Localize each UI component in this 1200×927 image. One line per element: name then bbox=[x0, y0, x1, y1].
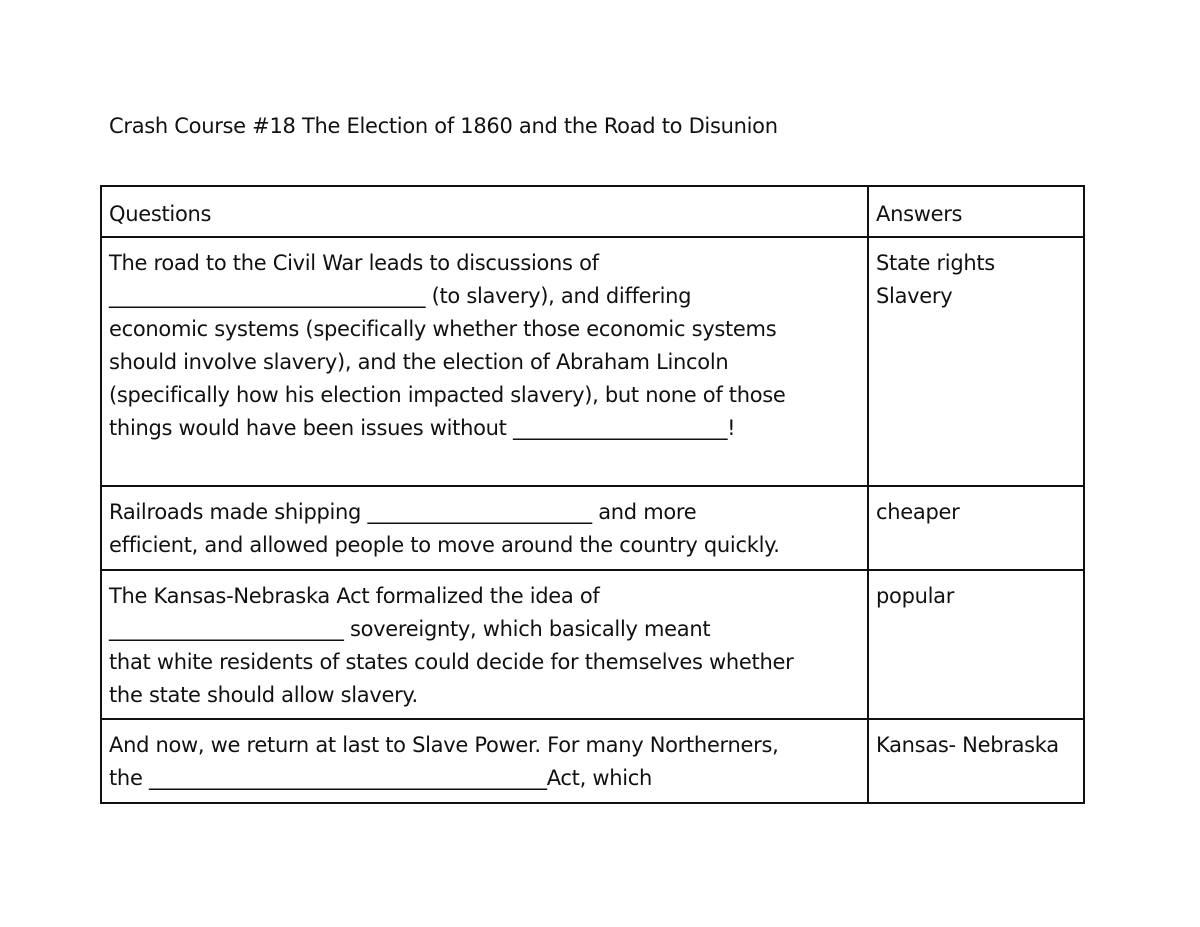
answers-header: Answers bbox=[868, 186, 1084, 237]
question-line: economic systems (specifically whether those economic systems bbox=[109, 317, 777, 341]
page-title: Crash Course #18 The Election of 1860 and the Road to Disunion bbox=[109, 114, 778, 138]
question-line: The road to the Civil War leads to discussions of bbox=[109, 251, 599, 275]
table-row bbox=[101, 719, 1084, 803]
answer-line: cheaper bbox=[876, 500, 960, 524]
answer-cell bbox=[868, 570, 1084, 719]
question-line: things would have been issues without _____________________! bbox=[109, 416, 736, 440]
question-cell bbox=[101, 719, 868, 803]
question-line: efficient, and allowed people to move around the country quickly. bbox=[109, 533, 780, 557]
table-row bbox=[101, 486, 1084, 570]
questions-answers-table bbox=[100, 185, 1085, 804]
question-line: that white residents of states could decide for themselves whether bbox=[109, 650, 794, 674]
answer-cell bbox=[868, 237, 1084, 486]
answer-line: Kansas- Nebraska bbox=[876, 733, 1059, 757]
answer-line: popular bbox=[876, 584, 955, 608]
answer-line: State rights bbox=[876, 251, 995, 275]
table-header-row bbox=[101, 186, 1084, 237]
table-row bbox=[101, 237, 1084, 486]
question-line: Railroads made shipping ______________________ and more bbox=[109, 500, 697, 524]
questions-header: Questions bbox=[101, 186, 868, 237]
question-cell bbox=[101, 486, 868, 570]
answer-line: Slavery bbox=[876, 284, 953, 308]
question-cell bbox=[101, 570, 868, 719]
question-cell bbox=[101, 237, 868, 486]
question-line: _______________________________ (to slavery), and differing bbox=[109, 284, 692, 308]
question-line: the _______________________________________Act, which bbox=[109, 766, 653, 790]
question-line: _______________________ sovereignty, which basically meant bbox=[109, 617, 711, 641]
answer-cell bbox=[868, 719, 1084, 803]
answer-cell bbox=[868, 486, 1084, 570]
question-line: And now, we return at last to Slave Power. For many Northerners, bbox=[109, 733, 779, 757]
question-line: (specifically how his election impacted slavery), but none of those bbox=[109, 383, 786, 407]
question-line: should involve slavery), and the election of Abraham Lincoln bbox=[109, 350, 729, 374]
question-line: The Kansas-Nebraska Act formalized the idea of bbox=[109, 584, 600, 608]
table-row bbox=[101, 570, 1084, 719]
question-line: the state should allow slavery. bbox=[109, 683, 418, 707]
